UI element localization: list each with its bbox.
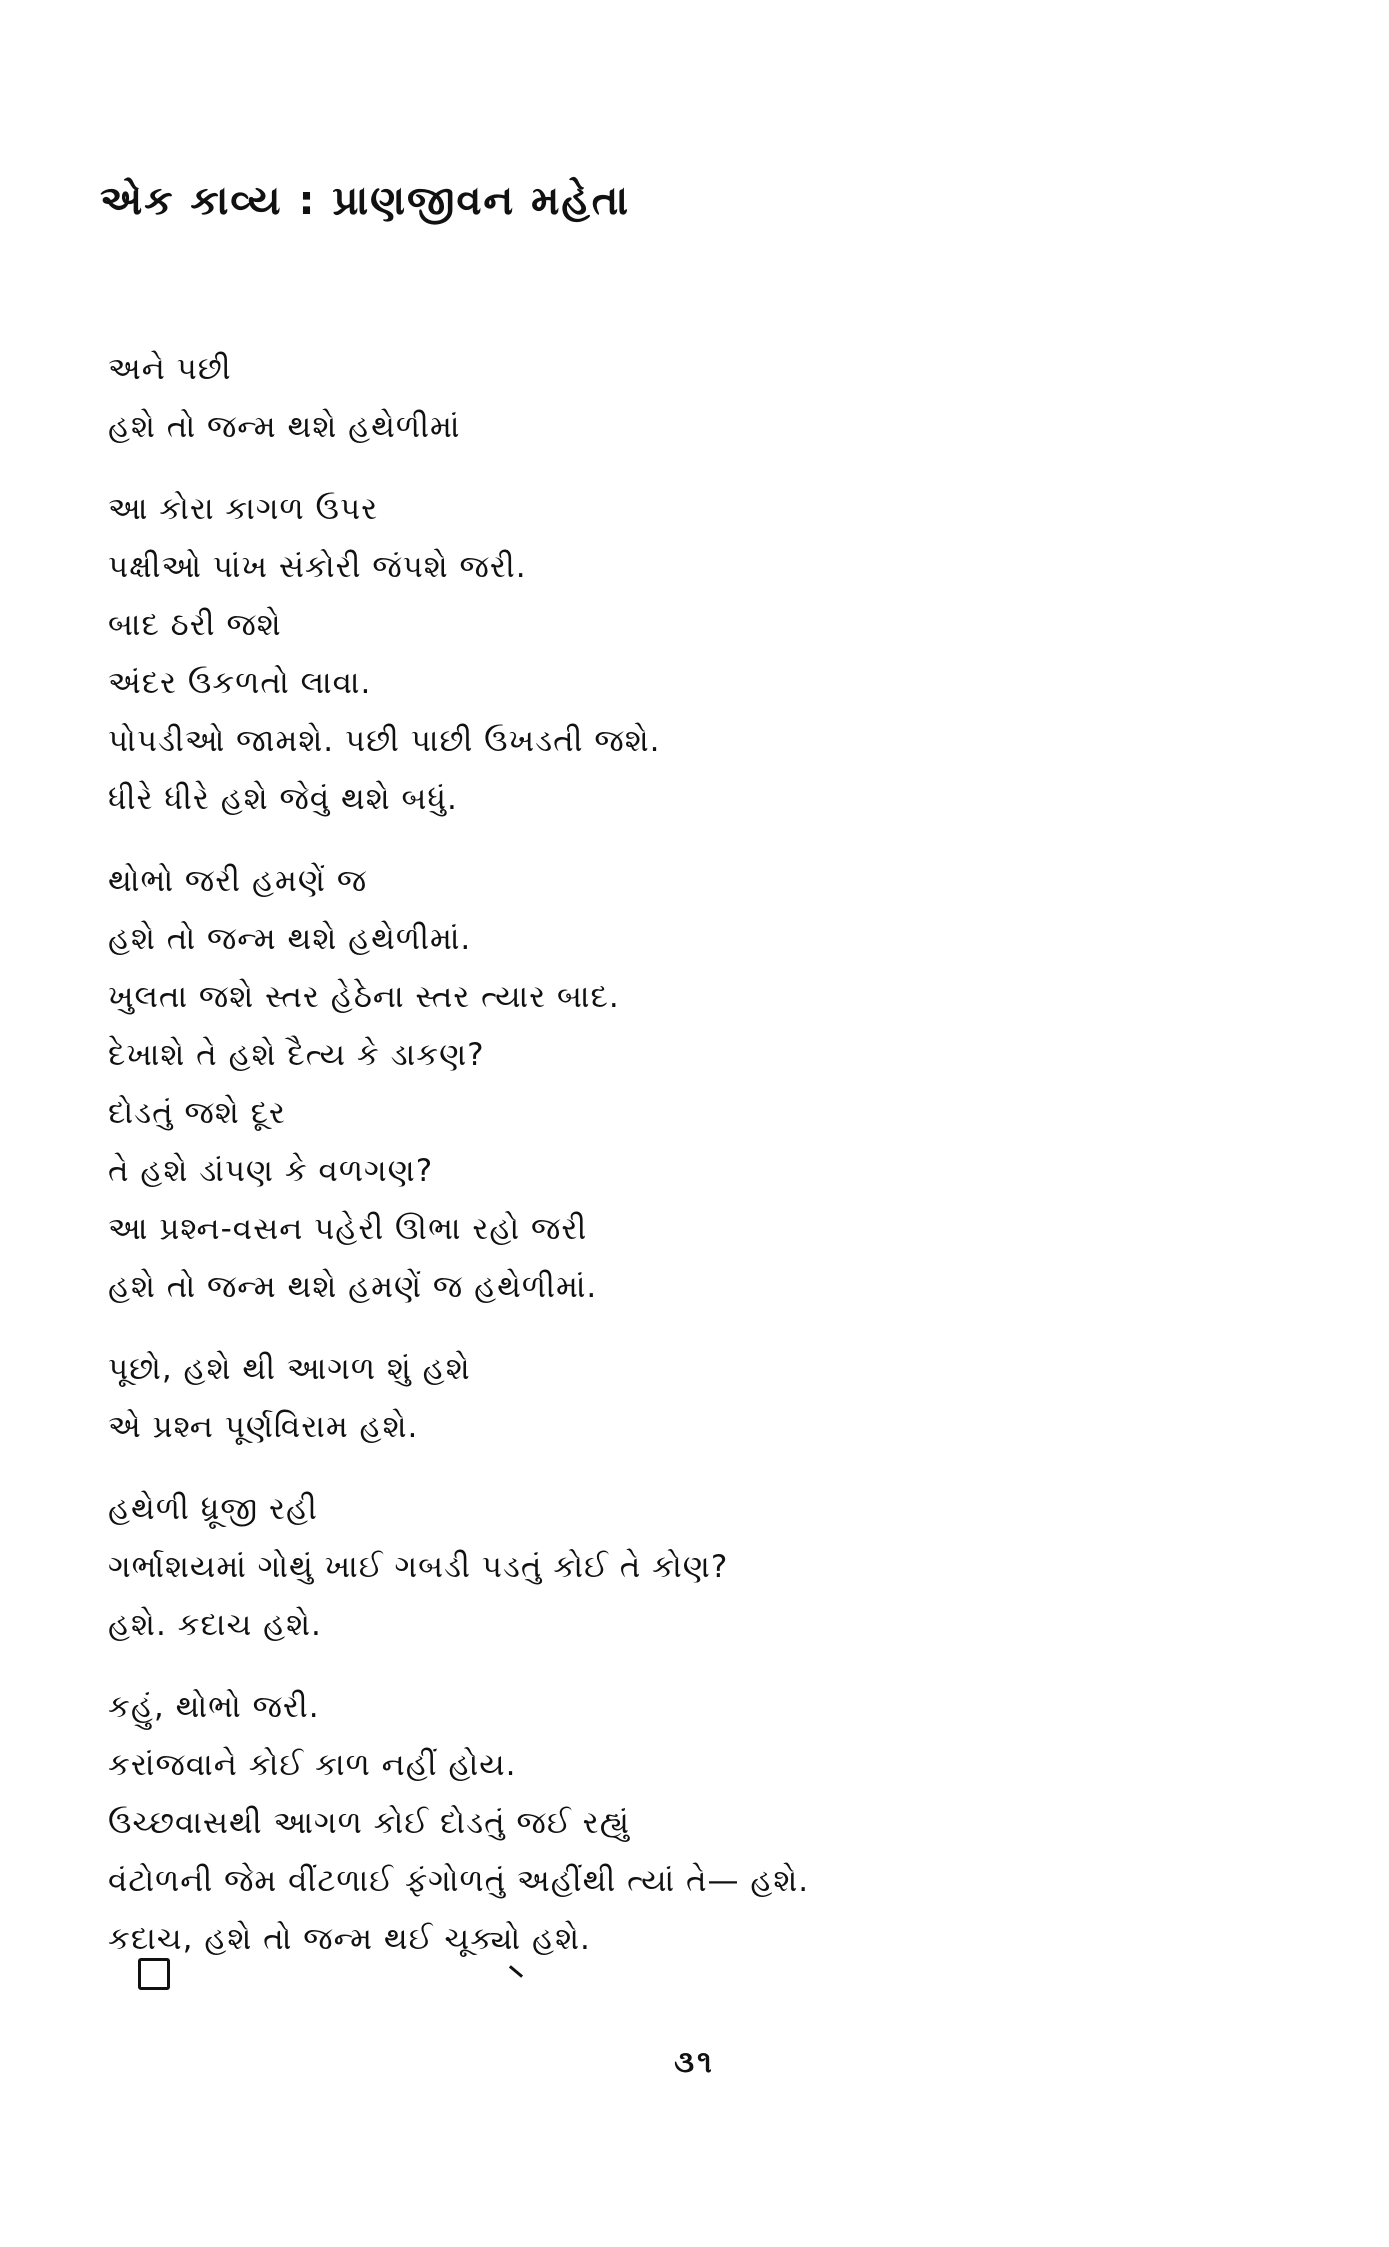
poem-stanza: [108, 480, 1288, 828]
poem-line: હથેળી ધ્રૂજી રહી: [108, 1491, 318, 1527]
end-mark-box: [138, 1958, 170, 1990]
poem-line: કહું, થોભો જરી.: [108, 1689, 320, 1725]
poem-line: બાદ ઠરી જશે: [108, 607, 282, 643]
poem-line: ગર્ભાશયમાં ગોથું ખાઈ ગબડી પડતું કોઈ તે કોણ?: [108, 1549, 729, 1585]
poem-line: દેખાશે તે હશે દૈત્ય કે ડાકણ?: [108, 1037, 485, 1073]
poem-line: પોપડીઓ જામશે. પછી પાછી ઉખડતી જશે.: [108, 723, 661, 759]
poem-line: કરાંજવાને કોઈ કાળ નહીં હોય.: [108, 1747, 517, 1783]
poem-line: અંદર ઉકળતો લાવા.: [108, 665, 372, 701]
poem-stanza: [108, 852, 1288, 1316]
poem-line: પૂછો, હશે થી આગળ શું હશે: [108, 1351, 471, 1387]
poem-line: એ પ્રશ્ન પૂર્ણવિરામ હશે.: [108, 1409, 419, 1445]
poem-line: વંટોળની જેમ વીંટળાઈ ફંગોળતું અહીંથી ત્યાં તે— હશે.: [108, 1863, 810, 1899]
poem-line: હશે તો જન્મ થશે હથેળીમાં.: [108, 921, 472, 957]
poem-stanza: [108, 1678, 1288, 1968]
poem-line: અને પછી: [108, 351, 232, 387]
poem-line: આ પ્રશ્ન-વસન પહેરી ઊભા રહો જરી: [108, 1211, 588, 1247]
poem-line: તે હશે ડાંપણ કે વળગણ?: [108, 1153, 434, 1189]
poem-stanza: [108, 1480, 1288, 1654]
poem-line: હશે. કદાચ હશે.: [108, 1607, 322, 1643]
poem-title-author: એક કાવ્ય : પ્રાણજીવન મહેતા: [100, 178, 631, 224]
poem-line: કદાચ, હશે તો જન્મ થઈ ચૂક્યો હશે.: [108, 1921, 591, 1957]
poem-line: આ કોરા કાગળ ઉપર: [108, 491, 379, 527]
page-number: ૩૧: [674, 2045, 715, 2080]
poem-body: [108, 340, 1288, 1992]
poem-line: થોભો જરી હમણેં જ: [108, 863, 368, 899]
poem-line: હશે તો જન્મ થશે હમણેં જ હથેળીમાં.: [108, 1269, 598, 1305]
poem-line: ધીરે ધીરે હશે જેવું થશે બધું.: [108, 781, 458, 817]
poem-stanza: [108, 340, 1288, 456]
poem-line: ઉચ્છવાસથી આગળ કોઈ દોડતું જઈ રહ્યું: [108, 1805, 630, 1841]
poem-line: ખુલતા જશે સ્તર હેઠેના સ્તર ત્યાર બાદ.: [108, 979, 620, 1015]
poem-line: દોડતું જશે દૂર: [108, 1095, 286, 1131]
poem-line: હશે તો જન્મ થશે હથેળીમાં: [108, 409, 461, 445]
poem-line: પક્ષીઓ પાંખ સંકોરી જંપશે જરી.: [108, 549, 527, 585]
poem-stanza: [108, 1340, 1288, 1456]
